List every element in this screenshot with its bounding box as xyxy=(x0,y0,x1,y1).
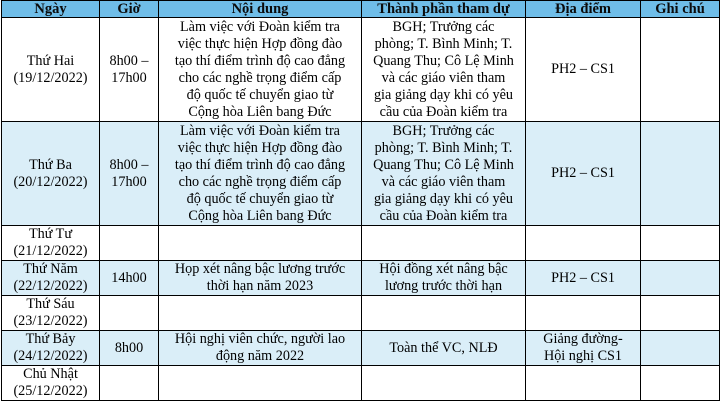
date-label: (20/12/2022) xyxy=(13,173,88,190)
note-cell xyxy=(641,122,720,226)
content-cell-line: tạo thí điểm trình độ cao đẳng xyxy=(174,156,346,173)
day-cell xyxy=(2,226,100,261)
date-label: (21/12/2022) xyxy=(13,243,88,259)
content-cell-line: cho các nghề trọng điểm cấp xyxy=(178,173,342,190)
content-cell-line: Cộng hòa Liên bang Đức xyxy=(188,207,332,224)
day-cell xyxy=(2,366,100,401)
location-cell xyxy=(526,226,641,261)
location-cell-line: Giảng đường- xyxy=(543,331,623,347)
schedule-table xyxy=(1,0,720,401)
location-cell-line: PH2 – CS1 xyxy=(551,165,615,181)
day-cell xyxy=(2,18,100,122)
content-cell-line: Họp xét nâng bậc lương trước xyxy=(174,261,346,277)
content-cell xyxy=(159,18,362,122)
header-participants: Thành phần tham dự xyxy=(362,1,526,18)
header-row xyxy=(2,1,720,18)
time-cell-line: 8h00 xyxy=(114,339,144,356)
participants-cell-line: lương trước thời hạn xyxy=(384,278,503,294)
time-cell-line: 8h00 – xyxy=(109,156,149,173)
content-cell-line: cho các nghề trọng điểm cấp xyxy=(178,69,342,86)
time-cell xyxy=(100,366,159,401)
location-cell xyxy=(526,261,641,296)
participants-cell-line: Hội đồng xét nâng bậc xyxy=(379,261,508,277)
day-cell xyxy=(2,122,100,226)
time-cell-line: 8h00 – xyxy=(109,52,149,69)
location-cell xyxy=(526,296,641,331)
day-cell xyxy=(2,296,100,331)
header-note: Ghi chú xyxy=(641,1,720,18)
note-cell xyxy=(641,261,720,296)
participants-cell-line: Quang Thu; Cô Lệ Minh xyxy=(373,156,514,173)
participants-cell-line: phòng; T. Bình Minh; T. xyxy=(374,139,513,156)
content-cell xyxy=(159,366,362,401)
participants-cell-line: cầu của Đoàn kiểm tra xyxy=(379,103,508,120)
location-cell xyxy=(526,18,641,122)
content-cell xyxy=(159,261,362,296)
weekday-label: Thứ Hai xyxy=(26,52,75,69)
participants-cell-line: và các giáo viên tham xyxy=(381,69,506,86)
table-row xyxy=(2,18,720,122)
note-cell xyxy=(641,226,720,261)
weekday-label: Thứ Năm xyxy=(23,261,78,277)
content-cell xyxy=(159,226,362,261)
note-cell xyxy=(641,18,720,122)
participants-cell xyxy=(362,122,526,226)
time-cell-line: 17h00 xyxy=(111,69,147,86)
date-label: (24/12/2022) xyxy=(13,348,88,364)
participants-cell-line: Quang Thu; Cô Lệ Minh xyxy=(373,52,514,69)
content-cell-line: động năm 2022 xyxy=(215,348,305,364)
day-cell xyxy=(2,261,100,296)
location-cell-line: PH2 – CS1 xyxy=(551,61,615,77)
time-cell xyxy=(100,18,159,122)
participants-cell-line: Toàn thể VC, NLĐ xyxy=(389,339,498,356)
location-cell-line: Hội nghị CS1 xyxy=(543,348,623,364)
participants-cell xyxy=(362,226,526,261)
table-row xyxy=(2,331,720,366)
time-cell-line: 14h00 xyxy=(111,269,147,286)
content-cell xyxy=(159,296,362,331)
content-cell-line: độ quốc tế chuyển giao từ xyxy=(186,86,334,103)
table-row xyxy=(2,122,720,226)
date-label: (19/12/2022) xyxy=(13,69,88,86)
note-cell xyxy=(641,296,720,331)
content-cell xyxy=(159,331,362,366)
date-label: (22/12/2022) xyxy=(13,278,88,294)
weekday-label: Chủ Nhật xyxy=(23,366,78,382)
location-cell-line: PH2 – CS1 xyxy=(551,269,615,286)
content-cell-line: thời hạn năm 2023 xyxy=(206,278,314,294)
table-row xyxy=(2,261,720,296)
content-cell-line: Làm việc với Đoàn kiểm tra xyxy=(180,122,340,139)
content-cell-line: Làm việc với Đoàn kiểm tra xyxy=(180,18,340,35)
time-cell-line: 17h00 xyxy=(111,173,147,190)
weekday-label: Thứ Sáu xyxy=(26,296,75,312)
time-cell xyxy=(100,331,159,366)
participants-cell xyxy=(362,366,526,401)
participants-cell xyxy=(362,18,526,122)
location-cell xyxy=(526,366,641,401)
content-cell-line: độ quốc tế chuyển giao từ xyxy=(186,190,334,207)
header-content: Nội dung xyxy=(159,1,362,18)
content-cell-line: tạo thí điểm trình độ cao đẳng xyxy=(174,52,346,69)
location-cell xyxy=(526,122,641,226)
note-cell xyxy=(641,331,720,366)
location-cell xyxy=(526,331,641,366)
participants-cell-line: và các giáo viên tham xyxy=(381,173,506,190)
participants-cell xyxy=(362,331,526,366)
day-cell xyxy=(2,331,100,366)
participants-cell-line: phòng; T. Bình Minh; T. xyxy=(374,35,513,52)
time-cell xyxy=(100,122,159,226)
table-row xyxy=(2,366,720,401)
time-cell xyxy=(100,261,159,296)
content-cell-line: việc thực hiện Hợp đồng đào xyxy=(177,35,343,52)
date-label: (23/12/2022) xyxy=(13,313,88,329)
table-row xyxy=(2,296,720,331)
weekday-label: Thứ Tư xyxy=(28,226,73,242)
participants-cell-line: BGH; Trưởng các xyxy=(392,18,495,35)
content-cell-line: Cộng hòa Liên bang Đức xyxy=(188,103,332,120)
participants-cell xyxy=(362,261,526,296)
content-cell xyxy=(159,122,362,226)
participants-cell-line: gia giảng dạy khi có yêu xyxy=(373,86,514,103)
header-day: Ngày xyxy=(2,1,100,18)
header-time: Giờ xyxy=(100,1,159,18)
table-row xyxy=(2,226,720,261)
time-cell xyxy=(100,296,159,331)
time-cell xyxy=(100,226,159,261)
participants-cell xyxy=(362,296,526,331)
date-label: (25/12/2022) xyxy=(13,383,88,399)
note-cell xyxy=(641,366,720,401)
participants-cell-line: gia giảng dạy khi có yêu xyxy=(373,190,514,207)
weekday-label: Thứ Bảy xyxy=(25,331,76,347)
participants-cell-line: BGH; Trưởng các xyxy=(392,122,495,139)
content-cell-line: Hội nghị viên chức, người lao xyxy=(174,331,346,347)
weekday-label: Thứ Ba xyxy=(29,156,72,173)
participants-cell-line: cầu của Đoàn kiểm tra xyxy=(379,207,508,224)
header-location: Địa điểm xyxy=(526,1,641,18)
content-cell-line: việc thực hiện Hợp đồng đào xyxy=(177,139,343,156)
